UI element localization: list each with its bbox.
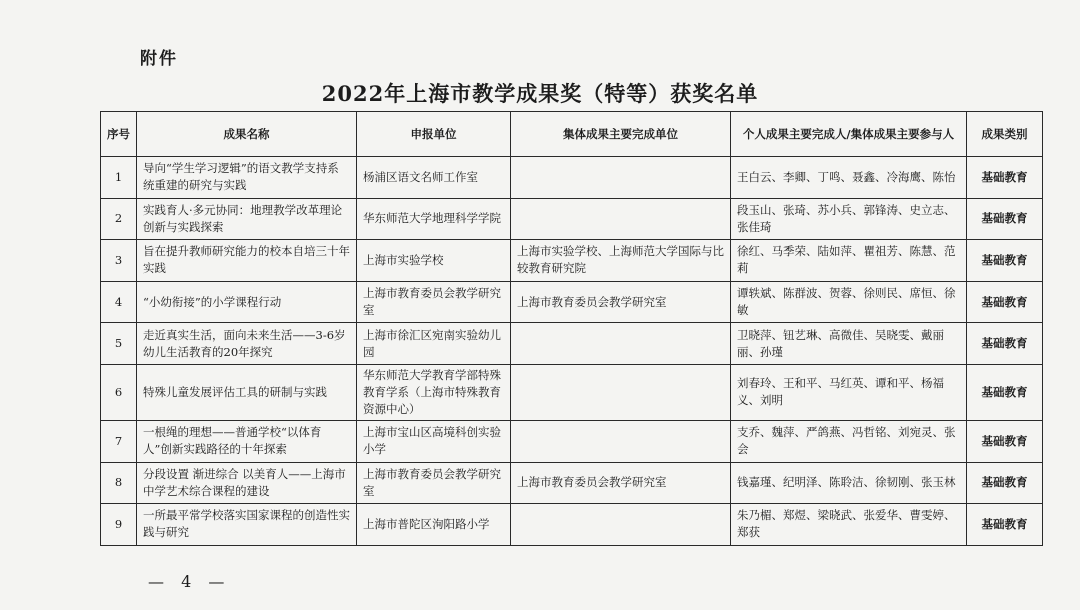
table-row bbox=[101, 462, 1043, 504]
table-row bbox=[101, 157, 1043, 199]
cell-collective bbox=[511, 198, 731, 240]
cell-number: 3 bbox=[101, 240, 137, 282]
cell-number: 7 bbox=[101, 420, 137, 462]
cell-name: 一根绳的理想——普通学校“以体育人”创新实践路径的十年探索 bbox=[137, 420, 357, 462]
cell-unit: 上海市实验学校 bbox=[357, 240, 511, 282]
cell-number: 2 bbox=[101, 198, 137, 240]
cell-name: 走近真实生活，面向未来生活——3-6岁幼儿生活教育的20年探究 bbox=[137, 323, 357, 365]
cell-category: 基础教育 bbox=[967, 240, 1043, 282]
column-header-unit: 申报单位 bbox=[357, 112, 511, 157]
cell-number: 4 bbox=[101, 281, 137, 323]
award-table bbox=[100, 111, 1043, 546]
cell-category: 基础教育 bbox=[967, 420, 1043, 462]
cell-name: 一所最平常学校落实国家课程的创造性实践与研究 bbox=[137, 504, 357, 546]
column-header-category: 成果类别 bbox=[967, 112, 1043, 157]
cell-name: 旨在提升教师研究能力的校本自培三十年实践 bbox=[137, 240, 357, 282]
cell-category: 基础教育 bbox=[967, 364, 1043, 420]
cell-number: 8 bbox=[101, 462, 137, 504]
cell-unit: 上海市普陀区洵阳路小学 bbox=[357, 504, 511, 546]
cell-unit: 上海市徐汇区宛南实验幼儿园 bbox=[357, 323, 511, 365]
table-row bbox=[101, 240, 1043, 282]
column-header-name: 成果名称 bbox=[137, 112, 357, 157]
cell-unit: 上海市教育委员会教学研究室 bbox=[357, 462, 511, 504]
cell-collective: 上海市实验学校、上海师范大学国际与比较教育研究院 bbox=[511, 240, 731, 282]
cell-people: 谭轶斌、陈群波、贺蓉、徐则民、席恒、徐敏 bbox=[731, 281, 967, 323]
cell-category: 基础教育 bbox=[967, 198, 1043, 240]
cell-name: 分段设置 渐进综合 以美育人——上海市中学艺术综合课程的建设 bbox=[137, 462, 357, 504]
cell-people: 徐红、马季荣、陆如萍、瞿祖芳、陈慧、范莉 bbox=[731, 240, 967, 282]
cell-unit: 上海市教育委员会教学研究室 bbox=[357, 281, 511, 323]
cell-people: 王白云、李卿、丁鸣、聂鑫、冷海鹰、陈怡 bbox=[731, 157, 967, 199]
cell-name: 实践育人·多元协同：地理教学改革理论创新与实践探索 bbox=[137, 198, 357, 240]
cell-category: 基础教育 bbox=[967, 462, 1043, 504]
cell-number: 9 bbox=[101, 504, 137, 546]
cell-unit: 杨浦区语文名师工作室 bbox=[357, 157, 511, 199]
cell-category: 基础教育 bbox=[967, 323, 1043, 365]
table-row bbox=[101, 364, 1043, 420]
table-row bbox=[101, 198, 1043, 240]
cell-collective bbox=[511, 323, 731, 365]
cell-collective bbox=[511, 504, 731, 546]
table-row bbox=[101, 420, 1043, 462]
page-number: — 4 — bbox=[148, 572, 231, 591]
cell-category: 基础教育 bbox=[967, 504, 1043, 546]
cell-name: 特殊儿童发展评估工具的研制与实践 bbox=[137, 364, 357, 420]
document-title: 2022年上海市教学成果奖（特等）获奖名单 bbox=[321, 81, 759, 106]
column-header-number: 序号 bbox=[101, 112, 137, 157]
cell-name: 导向“学生学习逻辑”的语文教学支持系统重建的研究与实践 bbox=[137, 157, 357, 199]
cell-people: 段玉山、张琦、苏小兵、郭锋涛、史立志、张佳琦 bbox=[731, 198, 967, 240]
table-row bbox=[101, 323, 1043, 365]
cell-number: 6 bbox=[101, 364, 137, 420]
cell-people: 卫晓萍、钮艺琳、高微佳、吴晓雯、戴丽丽、孙瑾 bbox=[731, 323, 967, 365]
column-header-collective: 集体成果主要完成单位 bbox=[511, 112, 731, 157]
attachment-label: 附件 bbox=[140, 49, 178, 69]
table-row bbox=[101, 281, 1043, 323]
cell-number: 1 bbox=[101, 157, 137, 199]
table-row bbox=[101, 504, 1043, 546]
column-header-people: 个人成果主要完成人/集体成果主要参与人 bbox=[731, 112, 967, 157]
cell-collective: 上海市教育委员会教学研究室 bbox=[511, 281, 731, 323]
cell-name: “小幼衔接”的小学课程行动 bbox=[137, 281, 357, 323]
cell-number: 5 bbox=[101, 323, 137, 365]
cell-collective bbox=[511, 420, 731, 462]
cell-unit: 华东师范大学地理科学学院 bbox=[357, 198, 511, 240]
cell-people: 朱乃楣、郑煜、梁晓武、张爱华、曹雯婷、郑获 bbox=[731, 504, 967, 546]
cell-unit: 上海市宝山区高境科创实验小学 bbox=[357, 420, 511, 462]
cell-collective bbox=[511, 364, 731, 420]
cell-category: 基础教育 bbox=[967, 281, 1043, 323]
cell-people: 钱嘉瑾、纪明泽、陈聆洁、徐韧刚、张玉林 bbox=[731, 462, 967, 504]
cell-category: 基础教育 bbox=[967, 157, 1043, 199]
cell-people: 支乔、魏萍、严鸽燕、冯哲铭、刘宛灵、张会 bbox=[731, 420, 967, 462]
cell-people: 刘春玲、王和平、马红英、谭和平、杨福义、刘明 bbox=[731, 364, 967, 420]
cell-unit: 华东师范大学教育学部特殊教育学系（上海市特殊教育资源中心） bbox=[357, 364, 511, 420]
cell-collective: 上海市教育委员会教学研究室 bbox=[511, 462, 731, 504]
cell-collective bbox=[511, 157, 731, 199]
table-header-row bbox=[101, 112, 1043, 157]
